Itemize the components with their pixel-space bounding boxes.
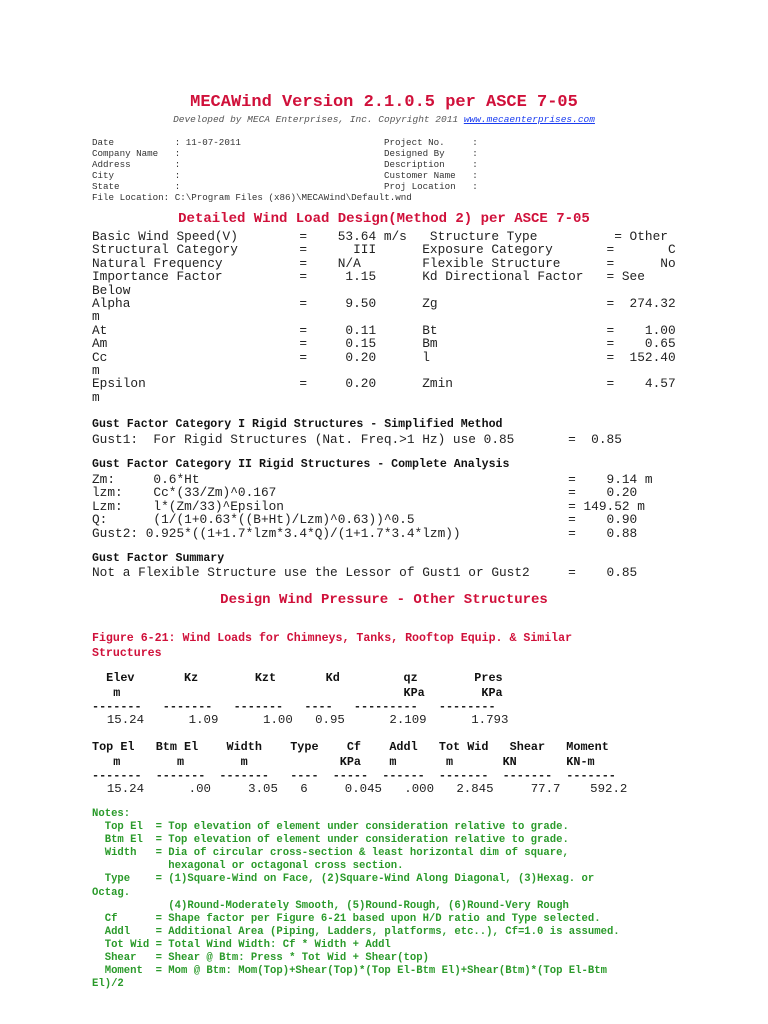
company-website-link[interactable]: www.mecaenterprises.com bbox=[463, 114, 595, 125]
wind-parameters: Basic Wind Speed(V) = 53.64 m/s Structure Type = Other Structural Category = III Exposure Category = C Natural Frequency = N/A Flexible Structure = No Importance Factor = 1.15 Kd Directional Factor = See Below Alpha = 9.50 Zg = 274.32 m At = 0.11 Bt = 1.00 Am = 0.15 Bm = 0.65 Cc = 0.20 l = 152.40 m Epsilon = 0.20 Zmin = 4.57 m bbox=[92, 229, 676, 405]
gust2-heading: Gust Factor Category II Rigid Structures - Complete Analysis bbox=[92, 458, 510, 471]
figure-6-21-heading: Figure 6-21: Wind Loads for Chimneys, Tanks, Rooftop Equip. & Similar Structures bbox=[92, 632, 573, 660]
gust-summary-line: Not a Flexible Structure use the Lessor of Gust1 or Gust2 = 0.85 bbox=[92, 565, 638, 580]
loads-table-row: 15.24 .00 3.05 6 0.045 .000 2.845 77.7 592.2 bbox=[92, 782, 628, 796]
gust1-line: Gust1: For Rigid Structures (Nat. Freq.>1 Hz) use 0.85 = 0.85 bbox=[92, 432, 622, 447]
copyright-text: Developed by MECA Enterprises, Inc. Copyright 2011 bbox=[173, 114, 464, 125]
detailed-design-heading: Detailed Wind Load Design(Method 2) per ASCE 7-05 bbox=[178, 211, 590, 227]
loads-table-header: Top El Btm El Width Type Cf Addl Tot Wid Shear Moment m m m KPa m m KN KN-m ------- ------- ------- ---- ----- ------ ------- ------- ------- bbox=[92, 740, 616, 783]
report-subtitle bbox=[0, 114, 768, 125]
project-info-right: Project No. : Designed By : Description : Customer Name : Proj Location : bbox=[384, 137, 478, 192]
pressure-table-header: Elev Kz Kzt Kd qz Pres m KPa KPa ------- ------- ------- ---- --------- -------- bbox=[92, 671, 503, 714]
notes-block: Notes: Top El = Top elevation of element under consideration relative to grade. Btm El = Top elevation of element under consideration relative to grade. Width = Dia of circular cross-section & least horizontal dim of square, hexagonal or octagonal cross section. Type = (1)Square-Wind on Face, (2)Square-Wind Along Diagonal, (3)Hexag. or Octag. (4)Round-Moderately Smooth, (5)Round-Rough, (6)Round-Very Rough Cf = Shape factor per Figure 6-21 based upon H/D ratio and Type selected. Addl = Additional Area (Piping, Ladders, platforms, etc..), Cf=1.0 is assumed. Tot Wid = Total Wind Width: Cf * Width + Addl Shear = Shear @ Btm: Press * Tot Wid + Shear(top) Moment = Mom @ Btm: Mom(Top)+Shear(Top)*(Top El-Btm El)+Shear(Btm)*(Top El-Btm El)/2 bbox=[92, 808, 620, 991]
design-pressure-heading: Design Wind Pressure - Other Structures bbox=[220, 592, 548, 608]
project-info-left: Date : 11-07-2011 Company Name : Address : City : State : bbox=[92, 137, 241, 192]
gust-summary-heading: Gust Factor Summary bbox=[92, 552, 225, 565]
gust2-calculation: Zm: 0.6*Ht = 9.14 m lzm: Cc*(33/Zm)^0.167 = 0.20 Lzm: l*(Zm/33)^Epsilon = 149.52 m Q: (1/(1+0.63*((B+Ht)/Lzm)^0.63))^0.5 = 0.90 Gust2: 0.925*((1+1.7*lzm*3.4*Q)/(1+1.7*3.4*lzm)) = 0.88 bbox=[92, 472, 653, 541]
gust1-heading: Gust Factor Category I Rigid Structures - Simplified Method bbox=[92, 418, 503, 431]
file-location: File Location: C:\Program Files (x86)\MECAWind\Default.wnd bbox=[92, 192, 412, 203]
report-title: MECAWind Version 2.1.0.5 per ASCE 7-05 bbox=[190, 93, 578, 112]
pressure-table-row: 15.24 1.09 1.00 0.95 2.109 1.793 bbox=[92, 713, 509, 727]
